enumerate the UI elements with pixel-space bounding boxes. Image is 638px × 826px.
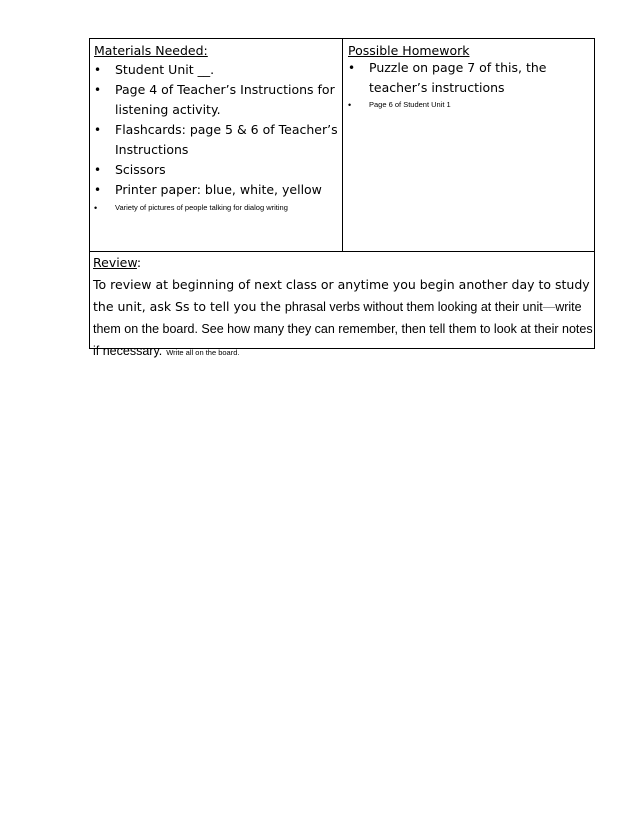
review-paragraph xyxy=(93,274,593,364)
materials-heading: Materials Needed: xyxy=(94,43,208,58)
materials-list xyxy=(90,60,338,214)
materials-cell xyxy=(90,39,343,251)
list-item-text: Puzzle on page 7 of this, the teacher’s instructions xyxy=(369,60,547,95)
list-item xyxy=(90,180,338,200)
review-heading xyxy=(93,255,141,270)
review-text-part4: Write all on the board. xyxy=(166,348,240,357)
bullet-icon: • xyxy=(94,83,102,97)
homework-heading: Possible Homework xyxy=(348,43,470,58)
list-item-text: Page 6 of Student Unit 1 xyxy=(369,100,451,109)
homework-list xyxy=(344,58,584,111)
bullet-icon: • xyxy=(348,100,352,110)
review-text-part2: phrasal verbs without them looking at their unit xyxy=(284,300,543,314)
list-item xyxy=(90,80,338,120)
list-item xyxy=(344,58,584,98)
list-item-text: Scissors xyxy=(115,162,166,177)
review-text-part3: write them on the board. See how many they can remember, then tell them to look at their notes if necessary. xyxy=(93,300,593,358)
list-item xyxy=(90,120,338,160)
review-heading-label: Review xyxy=(93,255,137,270)
bullet-icon: • xyxy=(348,61,356,75)
bullet-icon: • xyxy=(94,63,102,77)
homework-cell xyxy=(343,39,594,251)
bullet-icon: • xyxy=(94,163,102,177)
lesson-table xyxy=(89,38,595,358)
list-item-text: Flashcards: page 5 & 6 of Teacher’s Instructions xyxy=(115,122,338,157)
list-item xyxy=(90,202,338,214)
bullet-icon: • xyxy=(94,203,98,213)
list-item-text: Printer paper: blue, white, yellow xyxy=(115,182,322,197)
review-cell xyxy=(90,252,594,358)
list-item-text: Page 4 of Teacher’s Instructions for listening activity. xyxy=(115,82,335,117)
list-item xyxy=(90,60,338,80)
list-item xyxy=(90,160,338,180)
review-text-part1: To review at beginning of next class or anytime you begin another day to study the unit, ask Ss to tell you the xyxy=(93,277,590,314)
list-item-text: Student Unit __. xyxy=(115,62,215,77)
list-item-text: Variety of pictures of people talking for dialog writing xyxy=(115,203,288,212)
review-em-dash: — xyxy=(542,300,556,314)
review-heading-colon: : xyxy=(136,255,142,270)
bullet-icon: • xyxy=(94,123,102,137)
list-item xyxy=(344,99,584,111)
bullet-icon: • xyxy=(94,183,102,197)
